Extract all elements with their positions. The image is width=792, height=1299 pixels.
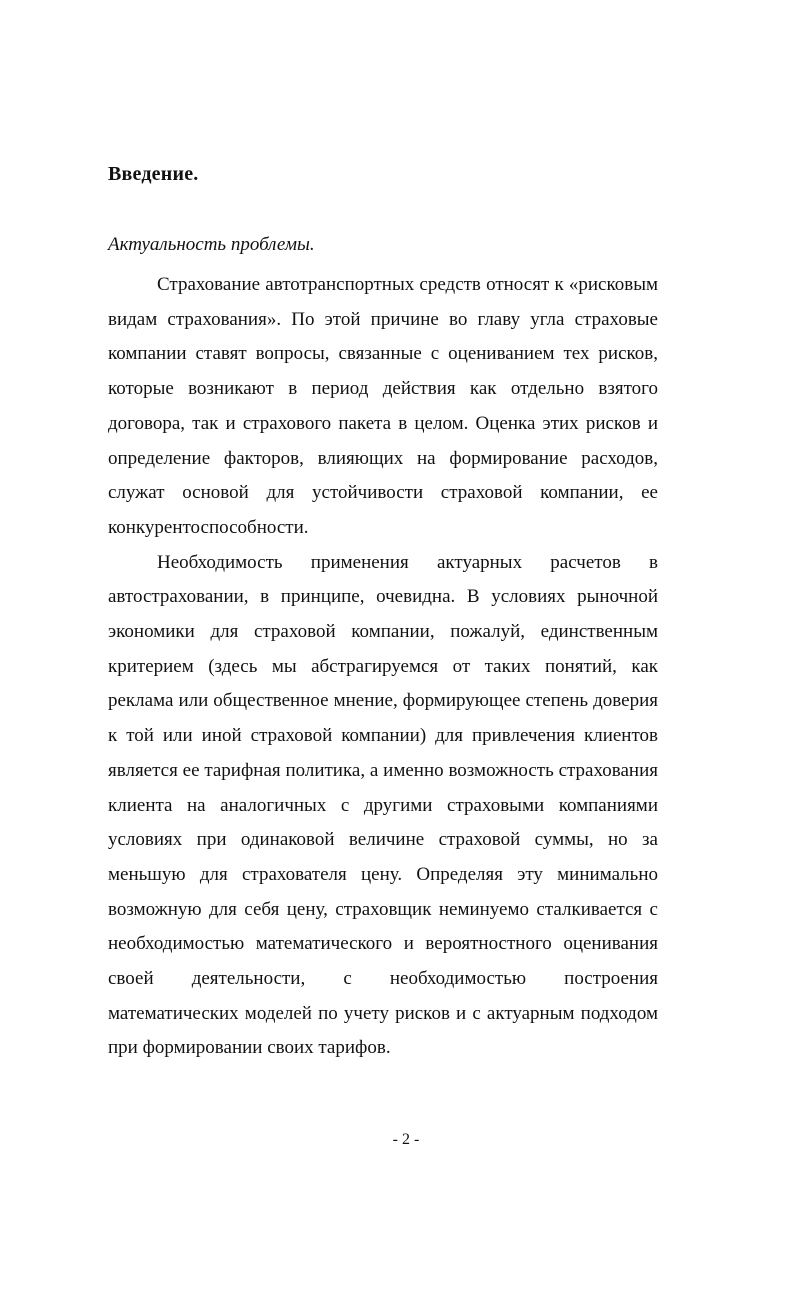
section-heading: Введение. <box>108 163 199 185</box>
body-text <box>108 268 658 1066</box>
paragraph: Необходимость применения актуарных расчетов в автостраховании, в принципе, очевидна. В условиях рыночной экономики для страховой компании, пожалуй, единственным критерием (здесь мы абстрагируемся от таких понятий, как реклама или общественное мнение, формирующее степень доверия к той или иной страховой компании) для привлечения клиентов является ее тарифная политика, а именно возможность страхования клиента на аналогичных с другими страховыми компаниями условиях при одинаковой величине страховой суммы, но за меньшую для страхователя цену. Определяя эту минимально возможную для себя цену, страховщик неминуемо сталкивается с необходимостью математического и вероятностного оценивания своей деятельности, с необходимостью построения математических моделей по учету рисков и с актуарным подходом при формировании своих тарифов. <box>108 551 658 1059</box>
subsection-heading: Актуальность проблемы. <box>108 234 315 255</box>
page-number: - 2 - <box>392 1131 420 1148</box>
paragraph: Страхование автотранспортных средств относят к «рисковым видам страхования». По этой причине во главу угла страховые компании ставят вопросы, связанные с оцениванием тех рисков, которые возникают в период действия как отдельно взятого договора, так и страхового пакета в целом. Оценка этих рисков и определение факторов, влияющих на формирование расходов, служат основой для устойчивости страховой компании, ее конкурентоспособности. <box>108 274 658 538</box>
